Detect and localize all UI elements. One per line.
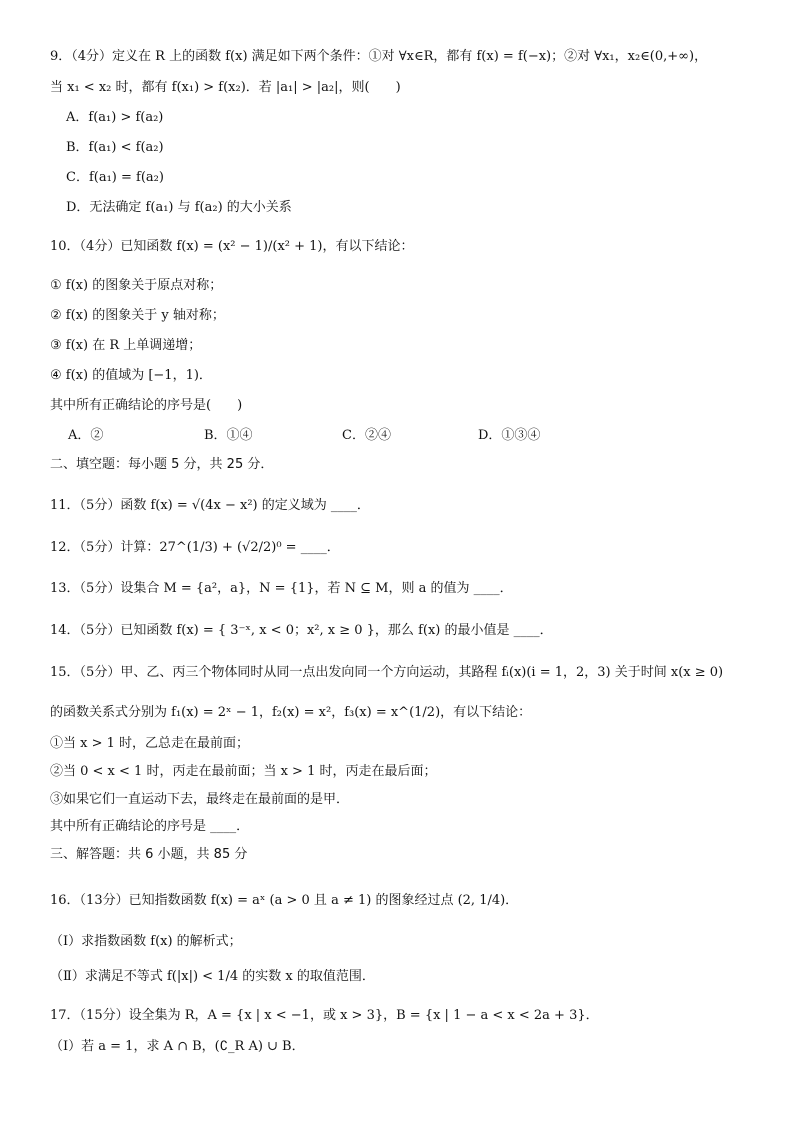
q9-option-a: A．f(a₁) > f(a₂) (66, 110, 164, 125)
q16-part-1: （Ⅰ）求指数函数 f(x) 的解析式； (50, 934, 242, 949)
q16-part-2: （Ⅱ）求满足不等式 f(|x|) < 1/4 的实数 x 的取值范围． (50, 969, 375, 984)
q10-conclusion-3: ③ f(x) 在 R 上单调递增； (50, 338, 202, 353)
q10-conclusion-4: ④ f(x) 的值域为 [−1，1)． (50, 368, 212, 383)
q10-stem: 10．（4分）已知函数 f(x) = (x² − 1)/(x² + 1)，有以下结论： (50, 239, 414, 254)
q15-question: 其中所有正确结论的序号是 ____． (50, 819, 250, 834)
q9-stem-line1: 9．（4分）定义在 R 上的函数 f(x) 满足如下两个条件：①对 ∀x∈R，都有 f(x) = f(−x)；②对 ∀x₁，x₂∈(0,+∞)， (50, 49, 708, 64)
q15-conclusion-1: ①当 x > 1 时，乙总走在最前面； (50, 736, 250, 751)
q14: 14．（5分）已知函数 f(x) = { 3⁻ˣ, x < 0；x², x ≥ 0 }，那么 f(x) 的最小值是 ____． (50, 623, 553, 638)
q10-option-c: C．②④ (342, 428, 391, 443)
q10-conclusion-2: ② f(x) 的图象关于 y 轴对称； (50, 308, 225, 323)
q15-stem-line1: 15．（5分）甲、乙、丙三个物体同时从同一点出发向同一个方向运动，其路程 fᵢ(x)(i = 1，2，3) 关于时间 x(x ≥ 0) (50, 665, 724, 680)
q9-option-b: B．f(a₁) < f(a₂) (66, 140, 164, 155)
q13: 13．（5分）设集合 M = {a²，a}，N = {1}，若 N ⊆ M，则 a 的值为 ____． (50, 581, 513, 596)
q10-option-a: A．② (68, 428, 104, 443)
q16-stem: 16．（13分）已知指数函数 f(x) = aˣ (a > 0 且 a ≠ 1) 的图象经过点 (2, 1/4)． (50, 893, 519, 908)
q11: 11．（5分）函数 f(x) = √(4x − x²) 的定义域为 ____． (50, 498, 370, 513)
q9-option-c: C．f(a₁) = f(a₂) (66, 170, 164, 185)
section-fill-in-heading: 二、填空题：每小题 5 分，共 25 分． (50, 457, 274, 472)
q17-stem: 17．（15分）设全集为 R，A = {x | x < −1，或 x > 3}，B = {x | 1 − a < x < 2a + 3}． (50, 1008, 599, 1023)
q15-stem-line2: 的函数关系式分别为 f₁(x) = 2ˣ − 1，f₂(x) = x²，f₃(x) = x^(1/2)，有以下结论： (50, 705, 532, 720)
q10-conclusion-1: ① f(x) 的图象关于原点对称； (50, 278, 223, 293)
q12: 12．（5分）计算：27^(1/3) + (√2/2)⁰ = ____． (50, 540, 340, 555)
q17-part-1: （Ⅰ）若 a = 1，求 A ∩ B，(∁_R A) ∪ B． (50, 1039, 305, 1054)
q15-conclusion-3: ③如果它们一直运动下去，最终走在最前面的是甲． (50, 792, 350, 807)
q10-option-b: B．①④ (204, 428, 253, 443)
q9-stem-line2: 当 x₁ < x₂ 时，都有 f(x₁) > f(x₂)．若 |a₁| > |a₂|，则( ) (50, 80, 401, 95)
q10-option-d: D．①③④ (478, 428, 541, 443)
section-solutions-heading: 三、解答题：共 6 小题，共 85 分 (50, 847, 248, 862)
q15-conclusion-2: ②当 0 < x < 1 时，丙走在最前面；当 x > 1 时，丙走在最后面； (50, 764, 437, 779)
q10-question: 其中所有正确结论的序号是( ) (50, 398, 243, 413)
q9-option-d: D．无法确定 f(a₁) 与 f(a₂) 的大小关系 (66, 200, 292, 215)
